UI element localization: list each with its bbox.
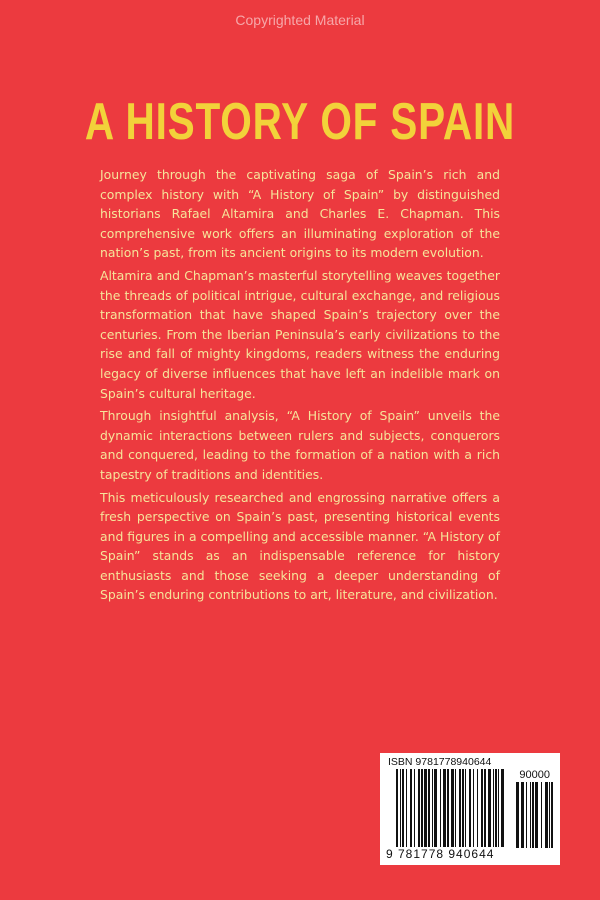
barcode-bar — [447, 769, 449, 847]
barcode-bar — [396, 769, 398, 847]
barcode-bar — [424, 769, 427, 847]
barcode-bar — [526, 782, 527, 848]
barcode-bar — [406, 769, 407, 847]
barcode-bar — [414, 769, 415, 847]
barcode-bar — [481, 769, 483, 847]
barcode-bar — [469, 769, 471, 847]
barcode-bar — [434, 769, 437, 847]
barcode-bar — [451, 769, 454, 847]
blurb-paragraph-3: Through insightful analysis, “A History of Spain” unveils the dynamic interactions between rulers and subjects, conquerors and conquered, leading to the formation of a nation with a rich tapestry of traditions and identities. — [100, 408, 500, 482]
blurb — [100, 165, 500, 608]
copyright-watermark: Copyrighted Material — [235, 12, 365, 28]
barcode-bar — [440, 769, 441, 847]
barcode-bar — [501, 769, 504, 847]
barcode-bar — [428, 769, 430, 847]
barcode-bar — [551, 782, 553, 848]
barcode-bar — [462, 769, 464, 847]
barcode-bar — [532, 782, 534, 848]
barcode-bar — [400, 769, 401, 847]
barcode-bar — [545, 782, 548, 848]
barcode-bar — [465, 769, 466, 847]
barcode-bar — [530, 782, 531, 848]
barcode-bar — [473, 769, 474, 847]
price-barcode — [516, 782, 554, 848]
barcode-panel — [380, 753, 560, 865]
barcode-bar — [418, 769, 420, 847]
barcode-bar — [488, 769, 491, 847]
barcode-bar — [521, 782, 524, 848]
barcode-bar — [421, 769, 423, 847]
barcode-bar — [402, 769, 404, 847]
barcode-bar — [493, 769, 494, 847]
barcode-bar — [498, 769, 499, 847]
isbn-label: ISBN 9781778940644 — [388, 756, 492, 768]
barcode-bar — [484, 769, 486, 847]
barcode-bar — [455, 769, 456, 847]
barcode-bar — [432, 769, 433, 847]
book-title: A HISTORY OF SPAIN — [84, 93, 516, 151]
blurb-paragraph-1: Journey through the captivating saga of Spain’s rich and complex history with “A History of Spain” by distinguished historians Rafael Altamira and Charles E. Chapman. This comprehensive work offers an illuminating exploration of the nation’s past, from its ancient origins to its modern evolution. — [100, 167, 500, 261]
price-code: 90000 — [519, 769, 550, 781]
ean-barcode — [396, 769, 506, 849]
barcode-bar — [477, 769, 478, 847]
barcode-bar — [410, 769, 412, 847]
barcode-bar — [516, 782, 519, 848]
isbn-digits: 9 781778 940644 — [386, 847, 495, 861]
barcode-bar — [495, 769, 497, 847]
blurb-paragraph-4: This meticulously researched and engrossing narrative offers a fresh perspective on Spain’s past, presenting historical events and figures in a compelling and accessible manner. “A History of Spain” stands as an indispensable reference for history enthusiasts and those seeking a deeper understanding of Spain’s enduring contributions to art, literature, and civilization. — [100, 489, 500, 603]
barcode-bar — [541, 782, 542, 848]
barcode-bar — [459, 769, 461, 847]
barcode-bar — [549, 782, 550, 848]
blurb-paragraph-2: Altamira and Chapman’s masterful storytelling weaves together the threads of political intrigue, cultural exchange, and religious transformation that have shaped Spain’s trajectory over the centuries. From the Iberian Peninsula’s early civilizations to the rise and fall of mighty kingdoms, readers witness the enduring legacy of diverse influences that have left an indelible mark on Spain’s cultural heritage. — [100, 267, 500, 401]
barcode-bar — [443, 769, 446, 847]
barcode-bar — [535, 782, 538, 848]
